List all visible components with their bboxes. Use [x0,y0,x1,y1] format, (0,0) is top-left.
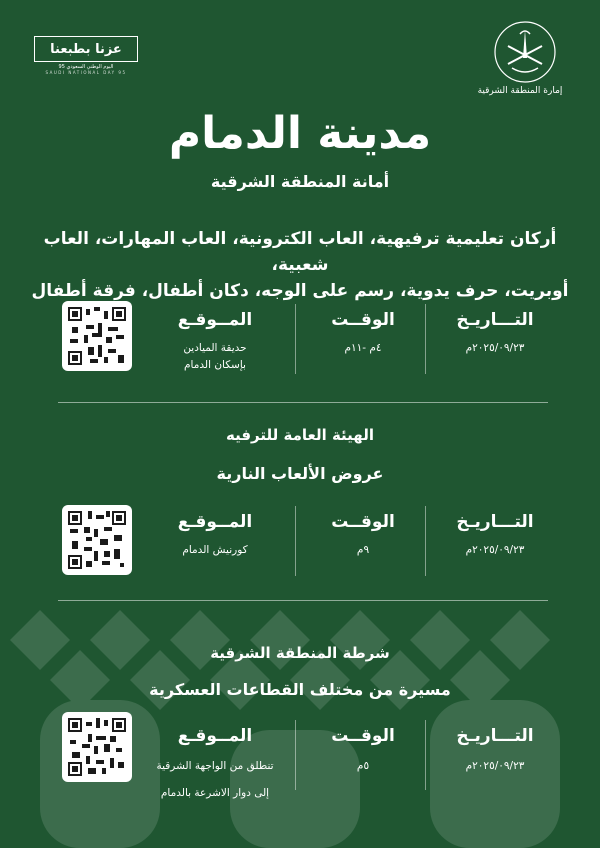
column-divider [295,506,296,576]
location-label: المــوقـع [177,512,253,532]
event-location [140,340,290,374]
date-label: التـــاريـخ [456,726,534,746]
column-divider [425,304,426,374]
section-divider [58,600,548,601]
event-time: ٥م [356,760,370,772]
date-label: التـــاريـخ [456,512,534,532]
date-label: التـــاريـخ [456,310,534,330]
description-line: أوبريت، حرف يدوية، رسم على الوجه، دكان أطفال، فرقة أطفال [31,281,569,301]
qr-code-icon [68,511,126,569]
event-title: عروض الألعاب النارية [216,464,384,483]
column-divider [425,720,426,790]
badge-english-text: SAUDI NATIONAL DAY 95 [45,70,127,75]
qr-code-icon [68,718,126,776]
event-time: ٩م [356,544,370,556]
column-divider [425,506,426,576]
column-divider [295,720,296,790]
description-line: أركان تعليمية ترفيهية، العاب الكترونية، العاب المهارات، العاب شعبية، [43,229,557,275]
event-date: ٢٠٢٥/٠٩/٢٣م [465,760,525,772]
location-label: المــوقـع [177,726,253,746]
location-line: بإسكان الدمام [184,359,246,371]
event-date: ٢٠٢٥/٠٩/٢٣م [465,544,525,556]
time-label: الوقــت [331,726,395,746]
location-line: تنطلق من الواجهة الشرقية [156,760,274,772]
event-location [140,758,290,802]
location-label: المــوقـع [177,310,253,330]
badge-main-text: عزنا بطبعنا [34,36,138,62]
column-divider [295,304,296,374]
time-label: الوقــت [331,512,395,532]
organizer-subtitle: أمانة المنطقة الشرقية [210,172,390,191]
location-line: إلى دوار الاشرعة بالدمام [160,787,270,799]
emblem-label: إمارة المنطقة الشرقية [477,86,563,96]
qr-code[interactable] [62,301,132,371]
event-date: ٢٠٢٥/٠٩/٢٣م [465,342,525,354]
event-organizer: الهيئة العامة للترفيه [226,426,374,444]
badge-sub-text: اليوم الوطني السعودي 95 [58,64,114,70]
event-title: مسيرة من مختلف القطاعات العسكرية [149,680,451,699]
qr-code-icon [68,307,126,365]
event-time: ٤م -١١م [344,342,382,354]
event-organizer: شرطة المنطقة الشرقية [210,644,390,662]
location-line: حديقة الميادين [183,342,247,354]
time-label: الوقــت [331,310,395,330]
activities-description [30,226,570,304]
saudi-emblem-icon [490,20,560,84]
qr-code[interactable] [62,505,132,575]
section-divider [58,402,548,403]
event-location: كورنيش الدمام [182,544,248,556]
qr-code[interactable] [62,712,132,782]
national-day-badge [34,36,138,74]
page-title: مدينة الدمام [168,108,432,159]
